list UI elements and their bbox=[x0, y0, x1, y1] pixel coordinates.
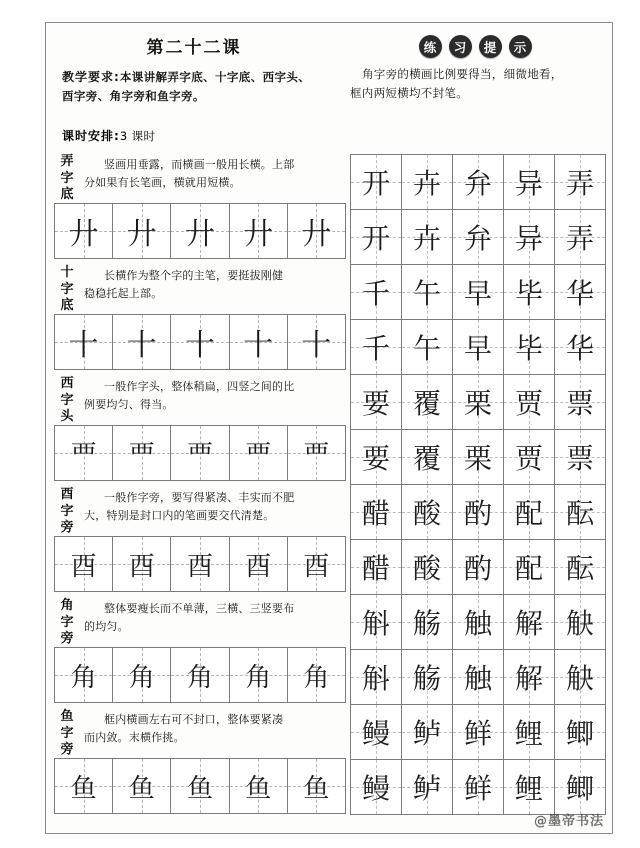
practice-cell[interactable] bbox=[55, 204, 113, 258]
practice-glyph: 廾 bbox=[185, 217, 215, 252]
example-cell[interactable] bbox=[504, 430, 555, 484]
example-row bbox=[351, 650, 605, 704]
radical-char-3: 底 bbox=[60, 187, 74, 202]
example-glyph: 鲈 bbox=[412, 717, 441, 750]
practice-cell[interactable] bbox=[55, 759, 113, 813]
radical-char-1: 鱼 bbox=[60, 709, 74, 724]
practice-cell[interactable] bbox=[55, 537, 113, 591]
example-glyph: 醋 bbox=[361, 497, 390, 530]
example-row bbox=[351, 705, 605, 760]
example-cell[interactable] bbox=[351, 265, 402, 319]
example-glyph: 触 bbox=[463, 607, 492, 640]
practice-glyph: 十 bbox=[185, 328, 215, 363]
example-glyph: 鲫 bbox=[565, 717, 594, 750]
example-cell[interactable] bbox=[351, 210, 402, 264]
example-glyph: 鳗 bbox=[361, 772, 390, 805]
practice-glyph: 角 bbox=[303, 662, 330, 693]
example-cell[interactable] bbox=[351, 540, 402, 594]
radical-char-3: 头 bbox=[60, 409, 74, 424]
example-glyph: 毕 bbox=[514, 332, 543, 365]
practice-cell[interactable] bbox=[55, 426, 113, 480]
example-glyph: 弁 bbox=[463, 167, 492, 200]
example-cell[interactable] bbox=[402, 650, 453, 704]
practice-glyph: 角 bbox=[187, 662, 214, 693]
practice-glyph: 角 bbox=[70, 662, 97, 693]
example-row bbox=[351, 430, 605, 484]
practice-glyph: 廾 bbox=[68, 217, 99, 252]
example-glyph: 鲤 bbox=[514, 772, 543, 805]
practice-glyph: 角 bbox=[245, 662, 272, 693]
example-glyph: 觖 bbox=[565, 607, 594, 640]
requirement-label: 教学要求: bbox=[62, 70, 120, 84]
example-glyph: 栗 bbox=[463, 442, 492, 475]
badge-icon-4: 示 bbox=[509, 35, 532, 58]
example-glyph: 酝 bbox=[565, 552, 594, 585]
practice-cell[interactable] bbox=[230, 759, 288, 813]
example-cell[interactable] bbox=[555, 265, 605, 319]
example-cell[interactable] bbox=[402, 210, 453, 264]
example-cell[interactable] bbox=[402, 705, 453, 759]
example-glyph: 异 bbox=[514, 222, 543, 255]
description-line-2: 例要均匀、得当。 bbox=[84, 397, 174, 411]
description-line-1: 整体要瘦长而不单薄，三横、三竖要布 bbox=[104, 602, 295, 615]
example-glyph: 弄 bbox=[565, 222, 594, 255]
example-glyph: 觞 bbox=[412, 607, 441, 640]
example-cell[interactable] bbox=[504, 375, 555, 429]
practice-glyph: 十 bbox=[301, 328, 332, 363]
practice-grid bbox=[54, 758, 346, 814]
example-glyph: 鲤 bbox=[514, 717, 543, 750]
section-description bbox=[80, 264, 346, 302]
practice-cell[interactable] bbox=[113, 537, 171, 591]
teaching-requirement-block bbox=[62, 68, 350, 106]
radical-char-1: 西 bbox=[60, 376, 74, 391]
practice-cell[interactable] bbox=[113, 648, 171, 702]
example-cell[interactable] bbox=[504, 540, 555, 594]
worksheet-page bbox=[45, 22, 613, 834]
example-glyph: 配 bbox=[514, 497, 543, 530]
example-glyph: 贾 bbox=[514, 387, 543, 420]
practice-grid bbox=[54, 314, 346, 370]
radical-char-2: 字 bbox=[60, 170, 74, 186]
example-cell[interactable] bbox=[453, 760, 504, 814]
example-block-shi-zi-di bbox=[350, 264, 606, 374]
example-cell[interactable] bbox=[351, 375, 402, 429]
header-right-column bbox=[350, 31, 606, 153]
section-header bbox=[54, 486, 346, 536]
practice-cell[interactable] bbox=[230, 315, 288, 369]
example-cell[interactable] bbox=[402, 760, 453, 814]
class-schedule-block bbox=[62, 128, 350, 145]
example-glyph: 鲈 bbox=[412, 772, 441, 805]
example-glyph: 酸 bbox=[412, 552, 441, 585]
radical-name-label bbox=[54, 708, 80, 759]
example-cell[interactable] bbox=[351, 595, 402, 649]
badge-icon-3: 提 bbox=[479, 35, 502, 58]
example-cell[interactable] bbox=[351, 705, 402, 759]
worksheet-body bbox=[54, 153, 606, 819]
schedule-value: 3 课时 bbox=[119, 129, 156, 143]
example-cell[interactable] bbox=[504, 210, 555, 264]
example-glyph: 醋 bbox=[361, 552, 390, 585]
example-glyph: 弁 bbox=[463, 222, 492, 255]
example-glyph: 配 bbox=[514, 552, 543, 585]
radical-char-2: 字 bbox=[60, 725, 74, 741]
section-you-zi-pang bbox=[54, 486, 346, 592]
example-cell[interactable] bbox=[402, 595, 453, 649]
example-cell[interactable] bbox=[555, 155, 605, 209]
example-cell[interactable] bbox=[402, 265, 453, 319]
badge-icon-1: 练 bbox=[419, 35, 442, 58]
practice-glyph: 廾 bbox=[301, 217, 332, 252]
example-glyph: 斛 bbox=[361, 662, 390, 695]
practice-glyph: 覀 bbox=[128, 440, 155, 471]
requirement-text-1: 本课讲解弄字底、十字底、西字头、 bbox=[119, 70, 311, 84]
example-glyph: 异 bbox=[514, 167, 543, 200]
practice-grid bbox=[54, 425, 346, 481]
practice-cell[interactable] bbox=[171, 648, 229, 702]
example-cell[interactable] bbox=[351, 485, 402, 539]
practice-glyph: 覀 bbox=[70, 440, 97, 471]
radical-char-1: 酉 bbox=[60, 487, 74, 502]
example-cell[interactable] bbox=[555, 375, 605, 429]
example-glyph: 觞 bbox=[412, 662, 441, 695]
example-cell[interactable] bbox=[351, 760, 402, 814]
practice-glyph: 酉 bbox=[245, 551, 272, 582]
radical-name-label bbox=[54, 375, 80, 426]
example-cell[interactable] bbox=[453, 595, 504, 649]
example-glyph: 千 bbox=[361, 277, 390, 310]
section-description bbox=[80, 708, 346, 746]
example-cell[interactable] bbox=[402, 375, 453, 429]
description-line-1: 竖画用垂露，而横画一般用长横。上部 bbox=[104, 158, 295, 171]
example-row bbox=[351, 540, 605, 594]
example-cell[interactable] bbox=[351, 430, 402, 484]
example-cell[interactable] bbox=[504, 155, 555, 209]
example-glyph: 鲜 bbox=[463, 717, 492, 750]
practice-tips-badges bbox=[350, 35, 606, 58]
practice-cell[interactable] bbox=[113, 315, 171, 369]
practice-cell[interactable] bbox=[171, 315, 229, 369]
practice-glyph: 酉 bbox=[70, 551, 97, 582]
badge-icon-2: 习 bbox=[449, 35, 472, 58]
example-cell[interactable] bbox=[555, 595, 605, 649]
example-cell[interactable] bbox=[402, 485, 453, 539]
practice-cell[interactable] bbox=[230, 648, 288, 702]
example-cell[interactable] bbox=[504, 760, 555, 814]
section-header bbox=[54, 375, 346, 425]
practice-grid bbox=[54, 536, 346, 592]
example-cell[interactable] bbox=[453, 430, 504, 484]
example-glyph: 华 bbox=[565, 332, 594, 365]
practice-cell[interactable] bbox=[113, 204, 171, 258]
practice-cell[interactable] bbox=[288, 426, 345, 480]
description-line-2: 的均匀。 bbox=[84, 619, 129, 633]
requirement-line-1 bbox=[62, 68, 350, 87]
practice-cell[interactable] bbox=[113, 426, 171, 480]
example-glyph: 解 bbox=[514, 662, 543, 695]
section-description bbox=[80, 486, 346, 524]
example-glyph: 开 bbox=[361, 167, 390, 200]
example-cell[interactable] bbox=[504, 265, 555, 319]
example-glyph: 斛 bbox=[361, 607, 390, 640]
description-line-1: 一般作字头，整体稍扁，四竖之间的比 bbox=[104, 380, 295, 393]
radical-name-label bbox=[54, 486, 80, 537]
tips-text-line-2: 框内两短横均不封笔。 bbox=[350, 86, 468, 100]
example-glyph: 酌 bbox=[463, 497, 492, 530]
radical-name-label bbox=[54, 597, 80, 648]
example-cell[interactable] bbox=[453, 485, 504, 539]
schedule-label: 课时安排: bbox=[62, 129, 120, 143]
practice-cell[interactable] bbox=[113, 759, 171, 813]
section-description bbox=[80, 375, 346, 413]
radical-name-label bbox=[54, 153, 80, 204]
example-cell[interactable] bbox=[504, 320, 555, 374]
practice-glyph: 鱼 bbox=[303, 773, 330, 804]
example-row bbox=[351, 210, 605, 264]
example-row bbox=[351, 320, 605, 374]
example-cell[interactable] bbox=[402, 540, 453, 594]
example-cell[interactable] bbox=[555, 705, 605, 759]
example-glyph: 鳗 bbox=[361, 717, 390, 750]
example-glyph: 早 bbox=[463, 277, 492, 310]
example-cell[interactable] bbox=[504, 650, 555, 704]
description-line-1: 一般作字旁，要写得紧凑、丰实而不肥 bbox=[104, 491, 295, 504]
example-cell[interactable] bbox=[453, 155, 504, 209]
example-cell[interactable] bbox=[402, 155, 453, 209]
example-glyph: 票 bbox=[565, 442, 594, 475]
example-cell[interactable] bbox=[453, 265, 504, 319]
example-cell[interactable] bbox=[555, 650, 605, 704]
section-header bbox=[54, 708, 346, 758]
practice-cell[interactable] bbox=[171, 537, 229, 591]
example-glyph: 卉 bbox=[412, 222, 441, 255]
example-glyph: 觖 bbox=[565, 662, 594, 695]
example-cell[interactable] bbox=[555, 210, 605, 264]
example-cell[interactable] bbox=[555, 540, 605, 594]
section-header bbox=[54, 597, 346, 647]
example-glyph: 午 bbox=[412, 277, 441, 310]
example-cell[interactable] bbox=[402, 320, 453, 374]
example-glyph: 毕 bbox=[514, 277, 543, 310]
description-line-2: 大，特别是封口内的笔画要交代清楚。 bbox=[84, 508, 275, 522]
right-column-example-grids bbox=[350, 154, 606, 819]
example-row bbox=[351, 595, 605, 650]
radical-char-1: 十 bbox=[60, 265, 74, 280]
example-block-you-zi-pang bbox=[350, 484, 606, 594]
description-line-2: 而内敛。末横作挑。 bbox=[84, 730, 185, 744]
example-cell[interactable] bbox=[555, 485, 605, 539]
example-cell[interactable] bbox=[351, 155, 402, 209]
practice-glyph: 鱼 bbox=[245, 773, 272, 804]
practice-cell[interactable] bbox=[288, 204, 345, 258]
example-glyph: 华 bbox=[565, 277, 594, 310]
example-block-jiao-zi-pang bbox=[350, 594, 606, 704]
radical-char-2: 字 bbox=[60, 614, 74, 630]
practice-cell[interactable] bbox=[288, 537, 345, 591]
section-jiao-zi-pang bbox=[54, 597, 346, 703]
example-cell[interactable] bbox=[453, 540, 504, 594]
practice-cell[interactable] bbox=[230, 426, 288, 480]
example-block-xi-zi-tou bbox=[350, 374, 606, 484]
page-header bbox=[54, 31, 606, 153]
practice-cell[interactable] bbox=[171, 426, 229, 480]
practice-grid bbox=[54, 647, 346, 703]
example-row bbox=[351, 760, 605, 814]
example-row bbox=[351, 265, 605, 320]
example-glyph: 鲫 bbox=[565, 772, 594, 805]
radical-name-label bbox=[54, 264, 80, 315]
watermark-text: @墨帝书法 bbox=[533, 814, 604, 829]
practice-cell[interactable] bbox=[171, 759, 229, 813]
practice-glyph: 廾 bbox=[126, 217, 157, 252]
section-yu-zi-pang bbox=[54, 708, 346, 814]
example-glyph: 酝 bbox=[565, 497, 594, 530]
example-glyph: 要 bbox=[361, 387, 390, 420]
example-glyph: 触 bbox=[463, 662, 492, 695]
radical-char-2: 字 bbox=[60, 281, 74, 297]
example-glyph: 要 bbox=[361, 442, 390, 475]
example-cell[interactable] bbox=[504, 705, 555, 759]
description-line-2: 稳稳托起上部。 bbox=[84, 286, 163, 300]
section-description bbox=[80, 597, 346, 635]
example-glyph: 开 bbox=[361, 222, 390, 255]
section-nong-zi-di bbox=[54, 153, 346, 259]
example-cell[interactable] bbox=[453, 210, 504, 264]
example-glyph: 解 bbox=[514, 607, 543, 640]
example-cell[interactable] bbox=[351, 650, 402, 704]
example-block-nong-zi-di bbox=[350, 154, 606, 264]
radical-char-3: 旁 bbox=[60, 631, 74, 646]
example-cell[interactable] bbox=[453, 650, 504, 704]
lesson-title: 第二十二课 bbox=[146, 38, 242, 58]
practice-glyph: 酉 bbox=[128, 551, 155, 582]
example-cell[interactable] bbox=[504, 485, 555, 539]
example-glyph: 覆 bbox=[412, 387, 441, 420]
example-row bbox=[351, 375, 605, 430]
practice-cell[interactable] bbox=[171, 204, 229, 258]
practice-cell[interactable] bbox=[288, 315, 345, 369]
practice-glyph: 酉 bbox=[303, 551, 330, 582]
example-glyph: 弄 bbox=[565, 167, 594, 200]
example-glyph: 千 bbox=[361, 332, 390, 365]
example-glyph: 覆 bbox=[412, 442, 441, 475]
description-line-2: 分如果有长笔画，横就用短横。 bbox=[84, 175, 241, 189]
practice-glyph: 酉 bbox=[187, 551, 214, 582]
section-xi-zi-tou bbox=[54, 375, 346, 481]
example-glyph: 早 bbox=[463, 332, 492, 365]
practice-cell[interactable] bbox=[55, 648, 113, 702]
description-line-1: 长横作为整个字的主笔，要挺拔刚健 bbox=[104, 269, 284, 282]
example-cell[interactable] bbox=[555, 320, 605, 374]
left-column-sections bbox=[54, 153, 346, 819]
practice-glyph: 角 bbox=[128, 662, 155, 693]
section-description bbox=[80, 153, 346, 191]
practice-cell[interactable] bbox=[288, 759, 345, 813]
example-glyph: 票 bbox=[565, 387, 594, 420]
example-cell[interactable] bbox=[453, 705, 504, 759]
example-cell[interactable] bbox=[555, 430, 605, 484]
example-glyph: 午 bbox=[412, 332, 441, 365]
example-cell[interactable] bbox=[453, 320, 504, 374]
example-row bbox=[351, 485, 605, 540]
practice-glyph: 覀 bbox=[303, 440, 330, 471]
practice-cell[interactable] bbox=[55, 315, 113, 369]
practice-glyph: 十 bbox=[126, 328, 157, 363]
practice-glyph: 鱼 bbox=[187, 773, 214, 804]
practice-cell[interactable] bbox=[230, 204, 288, 258]
radical-char-1: 弄 bbox=[60, 154, 74, 169]
example-cell[interactable] bbox=[453, 375, 504, 429]
description-line-1: 框内横画左右可不封口，整体要紧凑 bbox=[104, 713, 284, 726]
example-glyph: 贾 bbox=[514, 442, 543, 475]
practice-cell[interactable] bbox=[230, 537, 288, 591]
section-shi-zi-di bbox=[54, 264, 346, 370]
radical-char-3: 旁 bbox=[60, 742, 74, 757]
practice-grid bbox=[54, 203, 346, 259]
example-glyph: 酌 bbox=[463, 552, 492, 585]
tips-text-line-1: 角字旁的横画比例要得当，细微地看， bbox=[362, 67, 563, 81]
example-block-yu-zi-pang bbox=[350, 704, 606, 815]
practice-glyph: 鱼 bbox=[128, 773, 155, 804]
example-cell[interactable] bbox=[402, 430, 453, 484]
example-glyph: 栗 bbox=[463, 387, 492, 420]
example-glyph: 鲜 bbox=[463, 772, 492, 805]
example-cell[interactable] bbox=[555, 760, 605, 814]
practice-glyph: 十 bbox=[243, 328, 274, 363]
radical-char-3: 旁 bbox=[60, 520, 74, 535]
practice-glyph: 十 bbox=[68, 328, 99, 363]
practice-glyph: 覀 bbox=[187, 440, 214, 471]
example-cell[interactable] bbox=[504, 595, 555, 649]
radical-char-2: 字 bbox=[60, 392, 74, 408]
example-cell[interactable] bbox=[351, 320, 402, 374]
practice-glyph: 覀 bbox=[245, 440, 272, 471]
requirement-text-2: 酉字旁、角字旁和鱼字旁。 bbox=[62, 89, 205, 103]
example-glyph: 酸 bbox=[412, 497, 441, 530]
radical-char-2: 字 bbox=[60, 503, 74, 519]
example-row bbox=[351, 155, 605, 210]
practice-glyph: 鱼 bbox=[70, 773, 97, 804]
radical-char-1: 角 bbox=[60, 598, 74, 613]
header-left-column bbox=[54, 31, 350, 153]
practice-cell[interactable] bbox=[288, 648, 345, 702]
section-header bbox=[54, 153, 346, 203]
radical-char-3: 底 bbox=[60, 298, 74, 313]
practice-glyph: 廾 bbox=[243, 217, 274, 252]
section-header bbox=[54, 264, 346, 314]
example-glyph: 卉 bbox=[412, 167, 441, 200]
